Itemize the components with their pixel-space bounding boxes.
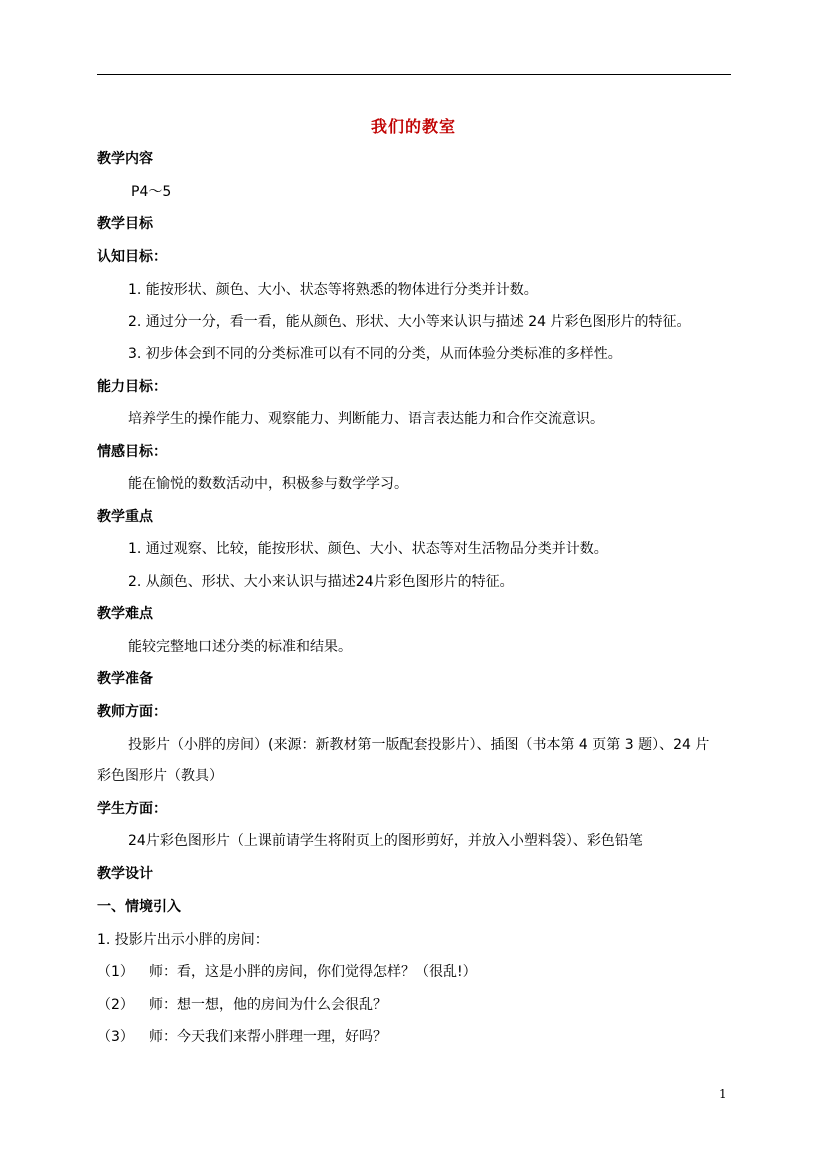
- prep-heading: 教学准备: [97, 671, 153, 687]
- intro-step: 1. 投影片出示小胖的房间：: [97, 932, 269, 948]
- design-heading: 教学设计: [97, 866, 153, 882]
- student-text: 24片彩色图形片（上课前请学生将附页上的图形剪好，并放入小塑料袋）、彩色铅笔: [128, 833, 643, 849]
- document-title: 我们的教室: [370, 117, 456, 136]
- dialog-text: 师：今天我们来帮小胖理一理，好吗？: [149, 1029, 387, 1045]
- key-item-1: 1. 通过观察、比较，能按形状、颜色、大小、状态等对生活物品分类并计数。: [128, 541, 608, 557]
- student-heading: 学生方面：: [97, 801, 167, 817]
- dialog-number: （3）: [97, 1029, 134, 1045]
- difficulty-heading: 教学难点: [97, 606, 153, 622]
- content-heading: 教学内容: [97, 151, 153, 167]
- key-heading: 教学重点: [97, 509, 153, 525]
- teacher-line-1: 投影片（小胖的房间）(来源：新教材第一版配套投影片）、插图（书本第 4 页第 3 题）、24 片: [128, 737, 710, 753]
- dialog-number: （2）: [97, 997, 134, 1013]
- dialog-number: （1）: [97, 964, 134, 980]
- dialog-text: 师：想一想，他的房间为什么会很乱？: [149, 997, 387, 1013]
- teacher-line-2: 彩色图形片（教具）: [97, 768, 223, 784]
- cognitive-item-2: 2. 通过分一分，看一看，能从颜色、形状、大小等来认识与描述 24 片彩色图形片的特征。: [128, 314, 691, 330]
- goals-heading: 教学目标: [97, 216, 153, 232]
- emotion-text: 能在愉悦的数数活动中，积极参与数学学习。: [128, 476, 408, 492]
- emotion-heading: 情感目标：: [97, 444, 167, 460]
- cognitive-heading: 认知目标：: [97, 249, 167, 265]
- header-rule: [97, 74, 731, 75]
- dialog-text: 师：看，这是小胖的房间，你们觉得怎样？（很乱!）: [149, 964, 477, 980]
- ability-heading: 能力目标：: [97, 379, 167, 395]
- cognitive-item-3: 3. 初步体会到不同的分类标准可以有不同的分类，从而体验分类标准的多样性。: [128, 346, 622, 362]
- teacher-heading: 教师方面：: [97, 704, 167, 720]
- cognitive-item-1: 1. 能按形状、颜色、大小、状态等将熟悉的物体进行分类并计数。: [128, 282, 538, 298]
- intro-heading: 一、情境引入: [97, 899, 181, 915]
- key-item-2: 2. 从颜色、形状、大小来认识与描述24片彩色图形片的特征。: [128, 574, 514, 590]
- content-text: P4～5: [131, 184, 172, 200]
- ability-text: 培养学生的操作能力、观察能力、判断能力、语言表达能力和合作交流意识。: [128, 411, 604, 427]
- difficulty-text: 能较完整地口述分类的标准和结果。: [128, 639, 352, 655]
- page-number: 1: [719, 1087, 727, 1101]
